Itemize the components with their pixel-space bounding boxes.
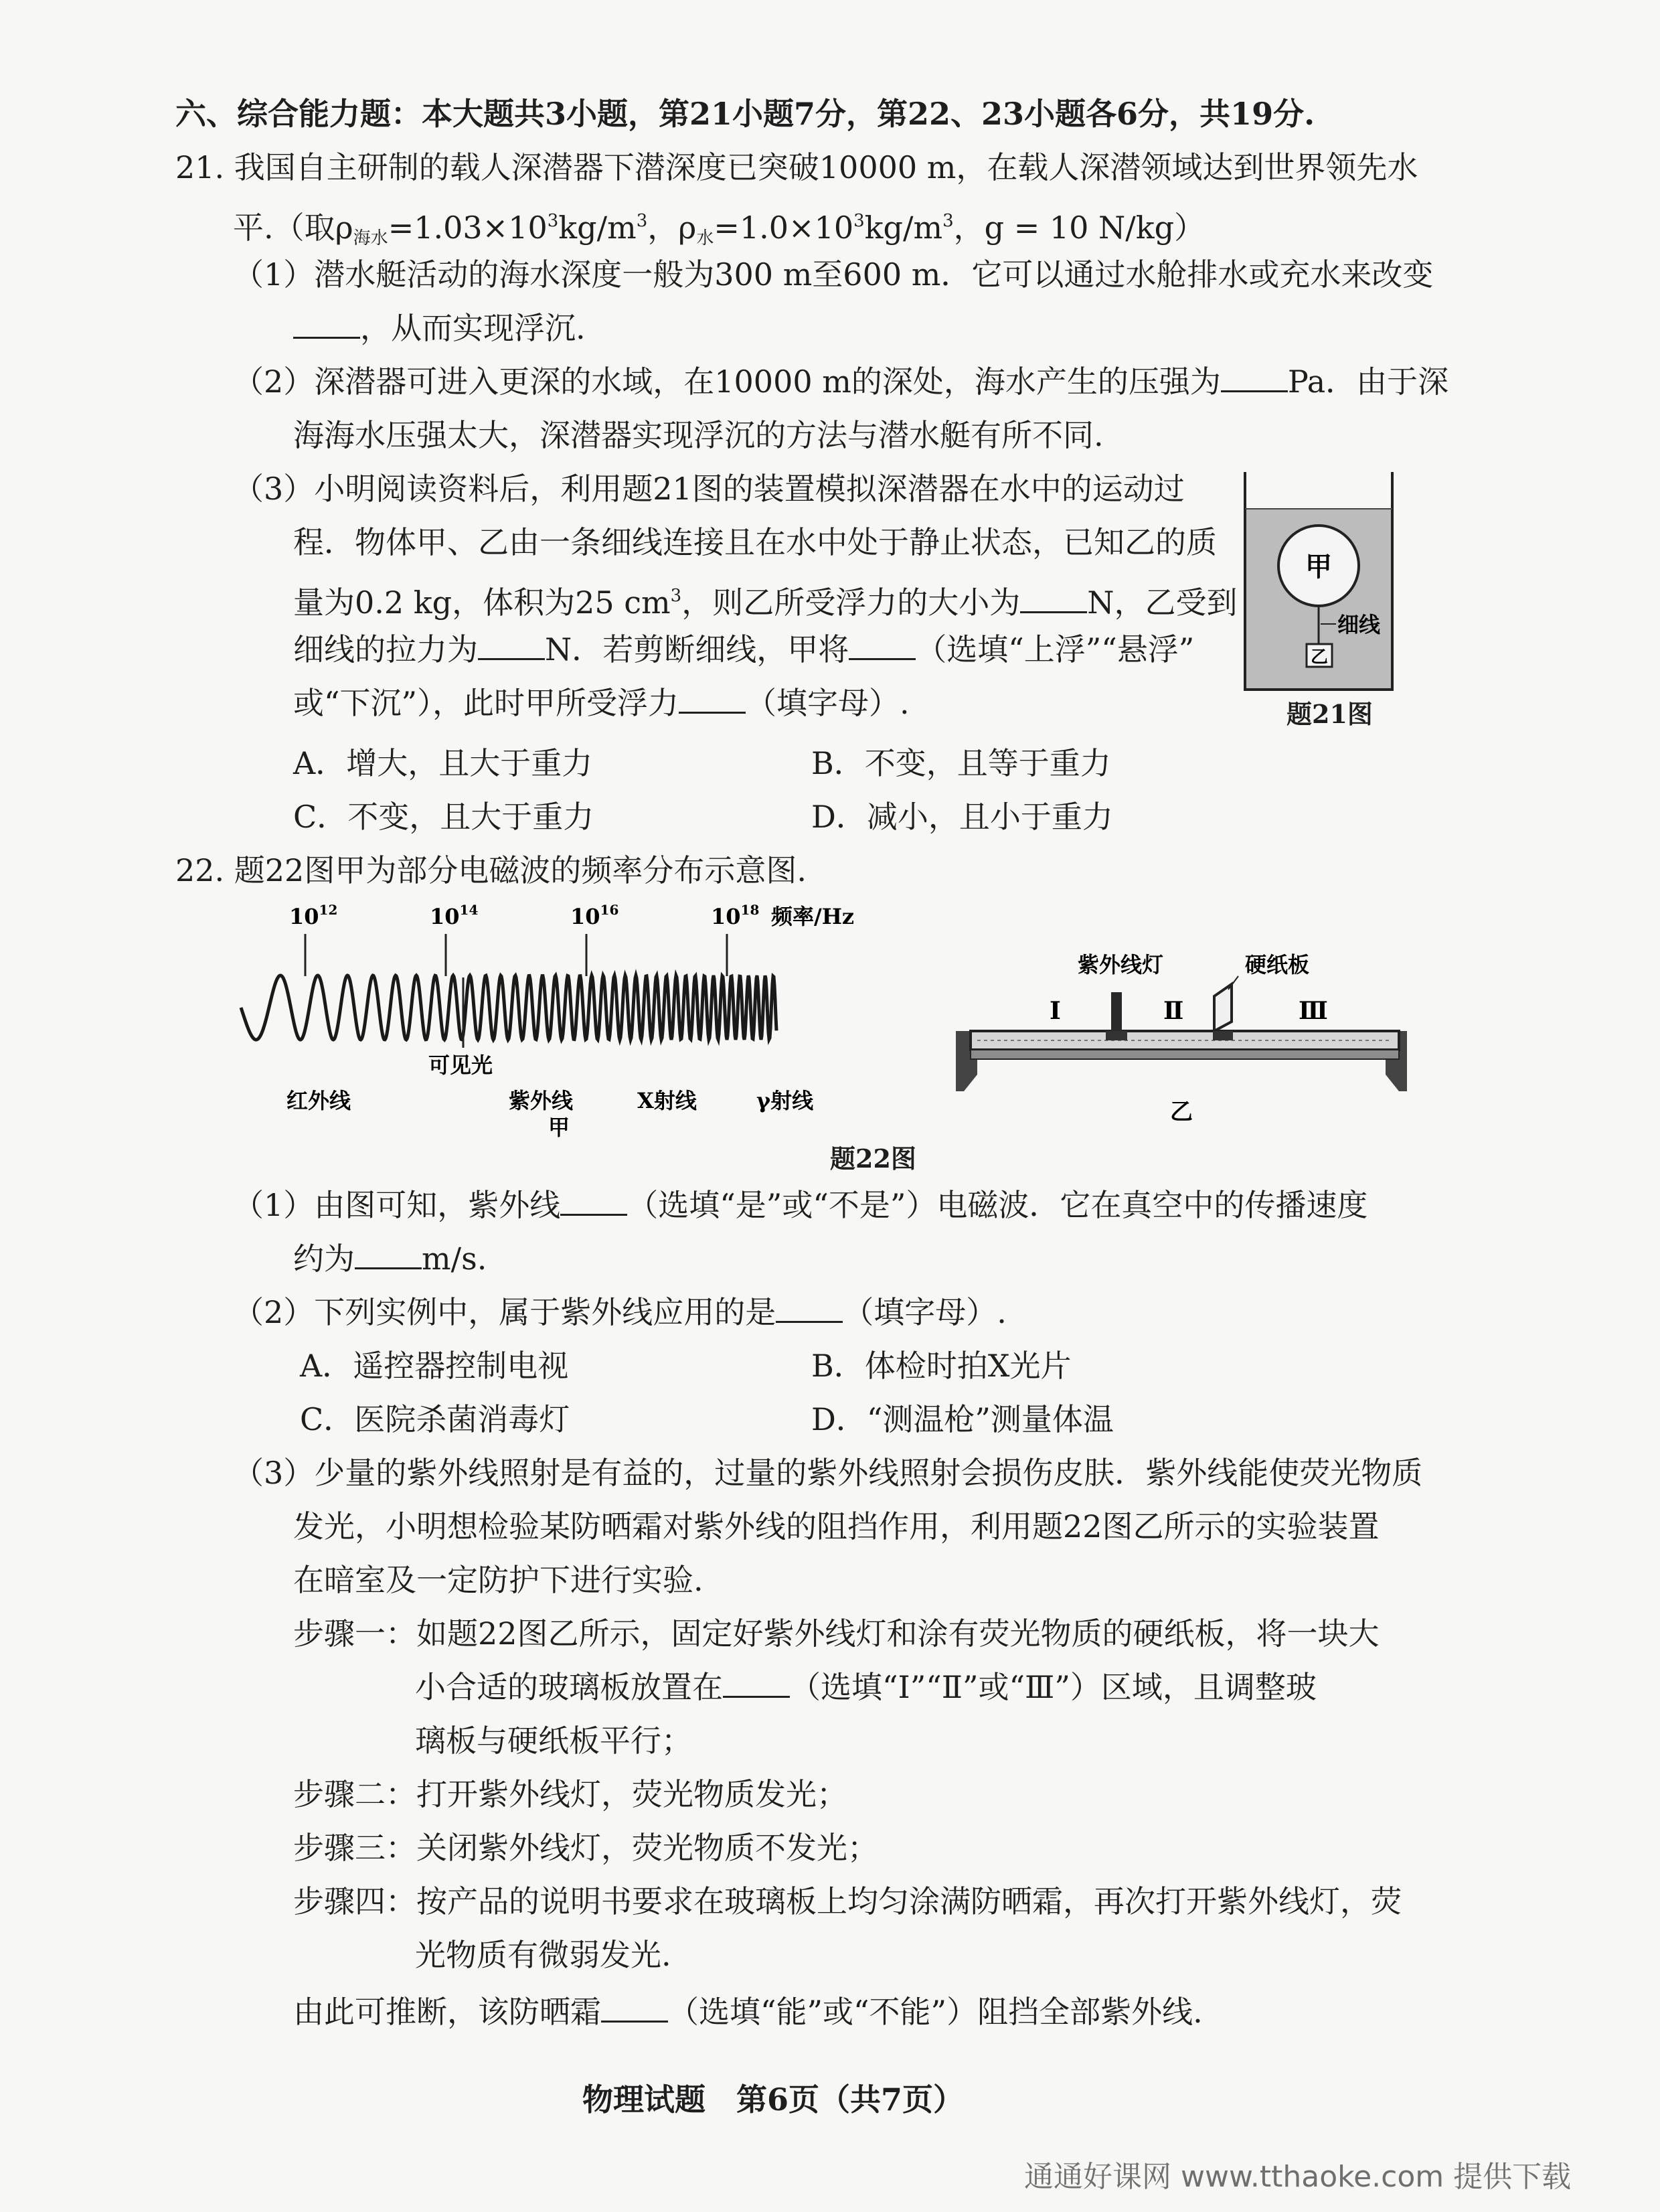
cardboard-holder bbox=[1213, 1031, 1233, 1040]
q21-part1-line1: （1）潜水艇活动的海水深度一般为300 m至600 m．它可以通过水舱排水或充水来改变 bbox=[233, 256, 1434, 293]
zone-3: Ⅲ bbox=[1299, 997, 1328, 1025]
label-visible-light: 可见光 bbox=[428, 1052, 493, 1078]
zone-2: Ⅱ bbox=[1163, 997, 1184, 1025]
q22-part1-line1: （1）由图可知，紫外线 （选填“是”或“不是”）电磁波．它在真空中的传播速度 bbox=[233, 1187, 1368, 1223]
tick-label-1e12: $10^{12}$ bbox=[289, 902, 338, 929]
label-uv-lamp: 紫外线灯 bbox=[1078, 952, 1164, 977]
q21-part2-line1: （2）深潜器可进入更深的水域，在10000 m的深处，海水产生的压强为 Pa．由于深 bbox=[233, 364, 1449, 400]
answer-blank[interactable] bbox=[478, 631, 545, 660]
q21-part2-line2: 海海水压强太大，深潜器实现浮沉的方法与潜水艇有所不同. bbox=[293, 417, 1104, 453]
tick-label-1e14: $10^{14}$ bbox=[430, 902, 479, 929]
q21-option-c[interactable]: C．不变，且大于重力 bbox=[293, 799, 594, 835]
q22-option-c[interactable]: C．医院杀菌消毒灯 bbox=[300, 1401, 570, 1437]
em-wave bbox=[241, 975, 776, 1040]
q22-option-d[interactable]: D．“测温枪”测量体温 bbox=[811, 1401, 1114, 1437]
page-footer: 物理试题 第6页（共7页） bbox=[582, 2081, 965, 2118]
bench-base bbox=[971, 1050, 1399, 1059]
q21-option-a[interactable]: A．增大，且大于重力 bbox=[293, 745, 593, 781]
figure-22b-apparatus bbox=[950, 931, 1419, 1138]
answer-blank[interactable] bbox=[776, 1294, 843, 1323]
label-xray: X射线 bbox=[637, 1088, 697, 1113]
section-title: 六、综合能力题：本大题共3小题，第21小题7分，第22、23小题各6分，共19分. bbox=[175, 96, 1315, 132]
q22-intro: 题22图甲为部分电磁波的频率分布示意图. bbox=[234, 852, 807, 888]
q22-option-b[interactable]: B．体检时拍X光片 bbox=[811, 1348, 1072, 1384]
q22-step4-line2: 光物质有微弱发光. bbox=[415, 1937, 671, 1973]
q22-number: 22. bbox=[175, 852, 225, 888]
figure-22b-sublabel: 乙 bbox=[1170, 1099, 1193, 1125]
answer-blank[interactable] bbox=[723, 1669, 790, 1698]
q21-part3-line5: 或“下沉”），此时甲所受浮力 （填字母）. bbox=[293, 685, 910, 721]
q22-step1-line2: 小合适的玻璃板放置在 （选填“Ⅰ”“Ⅱ”或“Ⅲ”）区域，且调整玻 bbox=[415, 1669, 1317, 1705]
uv-lamp bbox=[1111, 992, 1122, 1031]
q22-step1-line1: 步骤一：如题22图乙所示，固定好紫外线灯和涂有荧光物质的硬纸板，将一块大 bbox=[293, 1615, 1380, 1652]
q22-part3-line1: （3）少量的紫外线照射是有益的，过量的紫外线照射会损伤皮肤．紫外线能使荧光物质 bbox=[233, 1455, 1423, 1491]
figure-21-caption: 题21图 bbox=[1286, 699, 1373, 729]
q21-intro-line1 bbox=[175, 147, 1418, 187]
tick-label-1e16: $10^{16}$ bbox=[570, 902, 619, 929]
label-infrared: 红外线 bbox=[286, 1088, 351, 1113]
label-ultraviolet: 紫外线 bbox=[509, 1088, 574, 1113]
answer-blank[interactable] bbox=[560, 1187, 627, 1216]
q21-part3-line2: 程．物体甲、乙由一条细线连接且在水中处于静止状态，已知乙的质 bbox=[293, 524, 1217, 560]
q21-part1-line2: ，从而实现浮沉. bbox=[293, 308, 586, 348]
figure-22a-em-spectrum bbox=[228, 897, 884, 1145]
q21-option-b[interactable]: B．不变，且等于重力 bbox=[811, 745, 1111, 781]
q22-step1-line3: 璃板与硬纸板平行； bbox=[415, 1723, 692, 1759]
q22-step4-line1: 步骤四：按产品的说明书要求在玻璃板上均匀涂满防晒霜，再次打开紫外线灯，荧 bbox=[293, 1883, 1402, 1919]
q22-part3-line2: 发光，小明想检验某防晒霜对紫外线的阻挡作用，利用题22图乙所示的实验装置 bbox=[293, 1508, 1380, 1545]
q21-part3-line1: （3）小明阅读资料后，利用题21图的装置模拟深潜器在水中的运动过 bbox=[233, 471, 1185, 507]
watermark-text: 通通好课网 www.tthaoke.com 提供下载 bbox=[1024, 2160, 1572, 2194]
answer-blank[interactable] bbox=[1221, 364, 1288, 392]
q21-part3-line3: 量为0.2 kg，体积为25 $cm^3$，则乙所受浮力的大小为 N，乙受到 bbox=[293, 584, 1238, 621]
q22-step3: 步骤三：关闭紫外线灯，荧光物质不发光； bbox=[293, 1830, 878, 1866]
figure-21 bbox=[1232, 469, 1406, 696]
thread-label: 细线 bbox=[1337, 612, 1381, 637]
figure-22a-sublabel: 甲 bbox=[548, 1115, 570, 1140]
axis-label-frequency: 频率/Hz bbox=[771, 904, 855, 929]
q22-conclusion: 由此可推断，该防晒霜 （选填“能”或“不能”）阻挡全部紫外线. bbox=[293, 1994, 1203, 2030]
answer-blank[interactable] bbox=[849, 631, 916, 660]
figure-22-caption: 题22图 bbox=[830, 1143, 916, 1174]
answer-blank[interactable] bbox=[1020, 584, 1087, 613]
q22-part3-line3: 在暗室及一定防护下进行实验. bbox=[293, 1562, 703, 1598]
q21-option-d[interactable]: D．减小，且小于重力 bbox=[811, 799, 1113, 835]
answer-blank[interactable] bbox=[355, 1241, 422, 1269]
q21-number: 21. bbox=[175, 149, 225, 185]
box-label: 乙 bbox=[1310, 647, 1329, 667]
q21-part3-line4: 细线的拉力为 N．若剪断细线，甲将 （选填“上浮”“悬浮” bbox=[293, 631, 1195, 667]
q21-intro-line2: 平.（取$\rho_{海水}=1.03\times 10^3kg/m^3$，$\rho_水=1.0\times 10^3kg/m^3$，g = 10 N/kg） bbox=[233, 210, 1206, 248]
label-gamma: γ射线 bbox=[756, 1088, 814, 1113]
answer-blank[interactable] bbox=[293, 310, 360, 339]
q22-part2-line1: （2）下列实例中，属于紫外线应用的是 （填字母）. bbox=[233, 1294, 1007, 1330]
answer-blank[interactable] bbox=[679, 685, 746, 714]
uv-lamp-holder bbox=[1106, 1031, 1127, 1040]
label-cardboard: 硬纸板 bbox=[1245, 952, 1310, 977]
answer-blank[interactable] bbox=[601, 1994, 668, 2023]
zone-1: Ⅰ bbox=[1050, 997, 1061, 1025]
q21-intro1: 我国自主研制的载人深潜器下潜深度已突破10000 m，在载人深潜领域达到世界领先水 bbox=[234, 149, 1418, 185]
q22-intro-line bbox=[175, 850, 807, 890]
cardboard bbox=[1214, 984, 1232, 1031]
q22-option-a[interactable]: A．遥控器控制电视 bbox=[300, 1348, 569, 1384]
ball-label: 甲 bbox=[1305, 551, 1332, 582]
q22-part1-line2: 约为 m/s. bbox=[293, 1241, 487, 1277]
tick-label-1e18: $10^{18}$ bbox=[711, 902, 760, 929]
q22-step2: 步骤二：打开紫外线灯，荧光物质发光； bbox=[293, 1776, 847, 1812]
cardboard-leader bbox=[1228, 976, 1238, 990]
